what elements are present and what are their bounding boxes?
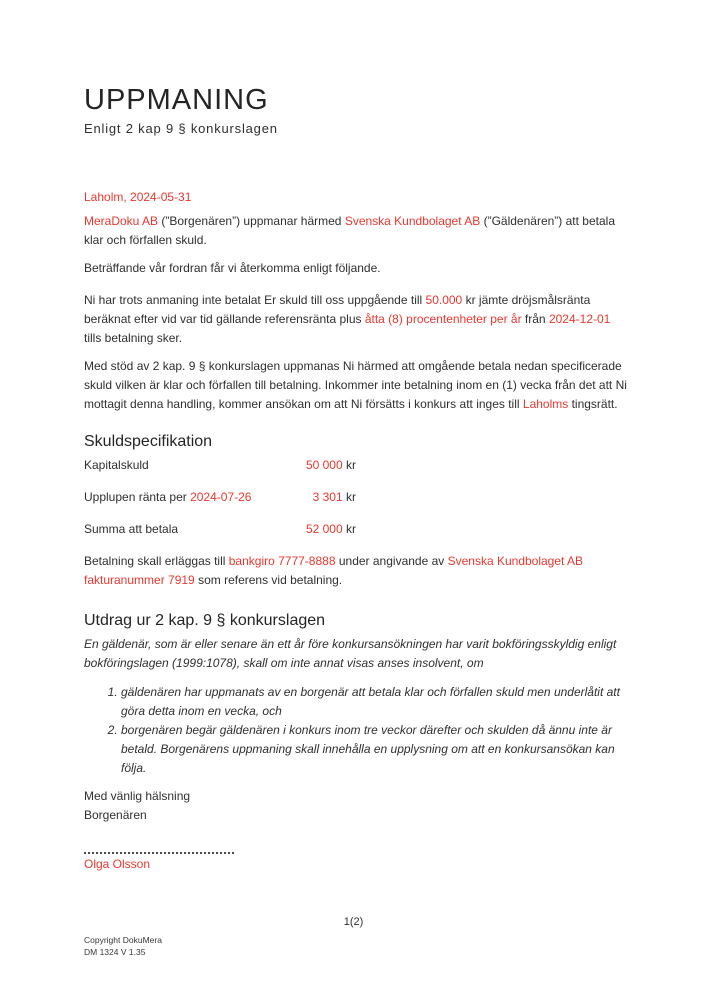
debtor-name: Svenska Kundbolaget AB [344, 214, 481, 228]
page-number: 1(2) [343, 916, 364, 928]
debt-amount: 50.000 [425, 293, 463, 307]
amount: 3 301 [312, 490, 343, 504]
excerpt-item: 2. borgenären begär gäldenären i konkurs inom tre veckor därefter och skulden då ännu inte är betald. Borgenärens uppmaning skall innehålla en upplysning om att en konkursansökan kan följa. [121, 721, 630, 778]
bankgiro-number: bankgiro 7777-8888 [228, 554, 336, 568]
document-subtitle: Enligt 2 kap 9 § konkurslagen [84, 121, 278, 136]
closing-greeting: Med vänlig hälsning [84, 789, 191, 803]
spec-label [84, 520, 178, 539]
spec-value [313, 488, 356, 507]
excerpt-intro: En gäldenär, som är eller senare än ett år före konkursansökningen har varit bokföringsskyldig enligt bokföringslagen (1999:1078), skall om inte annat visas anses insolvent, om [84, 637, 617, 670]
excerpt-heading: Utdrag ur 2 kap. 9 § konkurslagen [84, 612, 326, 629]
text-run: från [521, 312, 549, 326]
closing-role: Borgenären [84, 808, 147, 822]
spec-label [84, 456, 149, 475]
excerpt-item: 1. gäldenären har uppmanats av en borgenär att betala klar och förfallen skuld men underlåtit att göra detta inom en vecka, och [121, 683, 630, 721]
text-run: kr jämte dröjsmålsränta beräknat efter vid var tid gällande referensränta plus [84, 293, 591, 326]
creditor-name: MeraDoku AB [84, 214, 159, 228]
date-line: Laholm, 2024-05-31 [84, 190, 192, 204]
unit: kr [342, 490, 356, 504]
signature-line [84, 839, 234, 854]
interest-date: 2024-07-26 [190, 490, 252, 504]
excerpt-list [84, 683, 630, 778]
text-run: tills betalning sker. [84, 331, 183, 345]
copyright-block [84, 934, 162, 958]
paragraph-payment-instructions [84, 552, 630, 590]
document-content [84, 86, 630, 886]
spec-row-interest [84, 488, 356, 507]
closing-block [84, 787, 630, 874]
interest-start-date: 2024-12-01 [548, 312, 611, 326]
paragraph-legal-warning [84, 357, 630, 414]
text-run: under angivande av [335, 554, 448, 568]
text-run: (”Gäldenären”) att betala klar och förfallen skuld. [84, 214, 615, 247]
spec-label [84, 488, 251, 507]
paragraph-demand [84, 212, 630, 250]
text-run: tingsrätt. [568, 397, 618, 411]
text-run: Betalning skall erläggas till [84, 554, 229, 568]
version-line: DM 1324 V 1.35 [84, 947, 146, 957]
payment-reference: Svenska Kundbolaget AB fakturanummer 7919 [84, 554, 584, 587]
spec-row-capital [84, 456, 356, 475]
text-run: Beträffande vår fordran får vi återkomma enligt följande. [84, 261, 381, 275]
signature-name: Olga Olsson [84, 857, 151, 871]
text-run: Med stöd av 2 kap. 9 § konkurslagen uppmanas Ni härmed att omgående betala nedan specificerade skuld vilken är klar och förfallen till betalning. Inkommer inte betalning inom en (1) vecka från det att Ni mottagit denna handling, kommer ansökan om att Ni försätts i konkurs att inges till [84, 359, 627, 411]
copyright-line: Copyright DokuMera [84, 935, 162, 945]
text-run: Summa att betala [84, 522, 179, 536]
document-title: UPPMANING [84, 84, 269, 116]
spec-heading: Skuldspecifikation [84, 433, 213, 450]
spec-value [306, 456, 356, 475]
court-city: Laholms [522, 397, 569, 411]
paragraph-claim-intro [84, 259, 630, 278]
text-run: (”Borgenären”) uppmanar härmed [158, 214, 345, 228]
unit: kr [342, 458, 356, 472]
text-run: Ni har trots anmaning inte betalat Er skuld till oss uppgående till [84, 293, 426, 307]
text-run: som referens vid betalning. [194, 573, 343, 587]
spec-value [306, 520, 356, 539]
unit: kr [342, 522, 356, 536]
amount: 52 000 [305, 522, 343, 536]
text-run: Upplupen ränta per [84, 490, 191, 504]
text-run: Kapitalskuld [84, 458, 149, 472]
interest-rate: åtta (8) procentenheter per år [364, 312, 522, 326]
debt-specification [84, 456, 630, 539]
spec-row-total [84, 520, 356, 539]
amount: 50 000 [305, 458, 343, 472]
paragraph-debt-details [84, 291, 630, 348]
